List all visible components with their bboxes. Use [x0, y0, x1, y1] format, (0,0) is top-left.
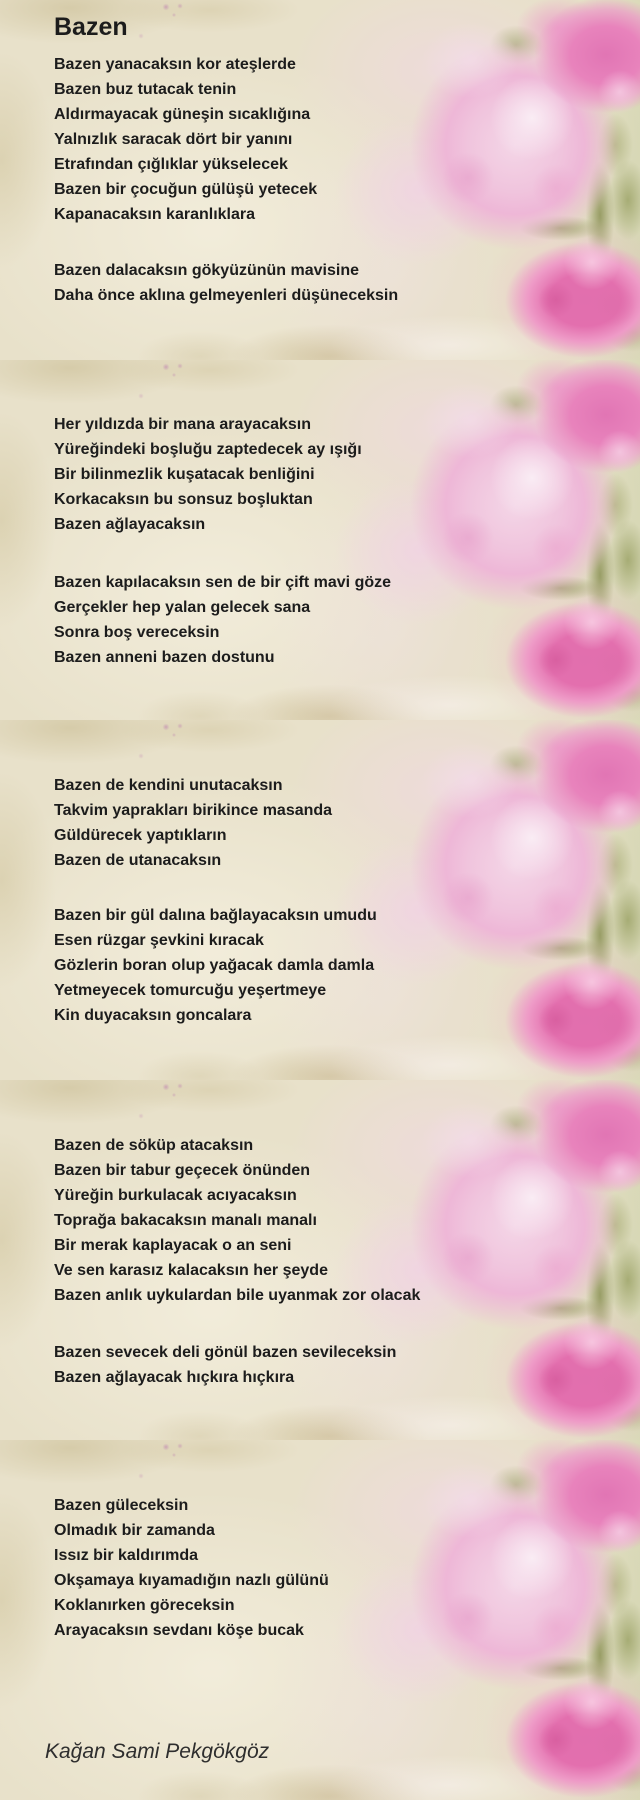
- poem-line: Bazen bir çocuğun gülüşü yetecek: [54, 181, 318, 198]
- poem-line: Koklanırken göreceksin: [54, 1597, 235, 1614]
- poem-line: Esen rüzgar şevkini kıracak: [54, 932, 264, 949]
- poem-line: Yalnızlık saracak dört bir yanını: [54, 131, 293, 148]
- stanza: [54, 258, 614, 308]
- stanza: [54, 412, 614, 537]
- poem-line: Daha önce aklına gelmeyenleri düşüneceksin: [54, 287, 399, 304]
- poem-line: Etrafından çığlıklar yükselecek: [54, 156, 288, 173]
- poem-line: Bazen bir gül dalına bağlayacaksın umudu: [54, 907, 377, 924]
- stanza: [54, 903, 614, 1028]
- poem-line: Kapanacaksın karanlıklara: [54, 206, 256, 223]
- poem-line: Gerçekler hep yalan gelecek sana: [54, 599, 311, 616]
- poem-line: Aldırmayacak güneşin sıcaklığına: [54, 106, 311, 123]
- poem-line: Bir merak kaplayacak o an seni: [54, 1237, 292, 1254]
- stanza: [54, 1340, 614, 1390]
- poem-line: Bir bilinmezlik kuşatacak benliğini: [54, 466, 315, 483]
- poem-line: Bazen de kendini unutacaksın: [54, 777, 283, 794]
- poem-line: Okşamaya kıyamadığın nazlı gülünü: [54, 1572, 329, 1589]
- poem-line: Ve sen karasız kalacaksın her şeyde: [54, 1262, 328, 1279]
- poem-line: Bazen ağlayacaksın: [54, 516, 206, 533]
- poem-line: Bazen ağlayacak hıçkıra hıçkıra: [54, 1369, 295, 1386]
- poem-line: Her yıldızda bir mana arayacaksın: [54, 416, 312, 433]
- poem-line: Olmadık bir zamanda: [54, 1522, 215, 1539]
- poem-line: Korkacaksın bu sonsuz boşluktan: [54, 491, 313, 508]
- poem-line: Gözlerin boran olup yağacak damla damla: [54, 957, 375, 974]
- poem-line: Bazen güleceksin: [54, 1497, 189, 1514]
- stanza: [54, 52, 614, 227]
- stanza: [54, 1133, 614, 1308]
- poem-line: Yetmeyecek tomurcuğu yeşertmeye: [54, 982, 327, 999]
- poem-line: Bazen kapılacaksın sen de bir çift mavi göze: [54, 574, 392, 591]
- poem-line: Bazen sevecek deli gönül bazen sevileceksin: [54, 1344, 397, 1361]
- poem-line: Bazen bir tabur geçecek önünden: [54, 1162, 311, 1179]
- stanza: [54, 570, 614, 670]
- poem-line: Takvim yaprakları birikince masanda: [54, 802, 333, 819]
- poem-line: Güldürecek yaptıkların: [54, 827, 227, 844]
- poem-line: Issız bir kaldırımda: [54, 1547, 199, 1564]
- poem-line: Kin duyacaksın goncalara: [54, 1007, 252, 1024]
- poem-title: Bazen: [54, 13, 128, 41]
- poem-line: Toprağa bakacaksın manalı manalı: [54, 1212, 317, 1229]
- stanza: [54, 773, 614, 873]
- poem-line: Bazen buz tutacak tenin: [54, 81, 237, 98]
- poem-line: Bazen dalacaksın gökyüzünün mavisine: [54, 262, 359, 279]
- stanza: [54, 1493, 614, 1643]
- poem-line: Bazen yanacaksın kor ateşlerde: [54, 56, 296, 73]
- poem-line: Bazen de söküp atacaksın: [54, 1137, 254, 1154]
- poem-line: Bazen de utanacaksın: [54, 852, 222, 869]
- poem-author: Kağan Sami Pekgökgöz: [45, 1740, 270, 1763]
- poem-line: Bazen anlık uykulardan bile uyanmak zor olacak: [54, 1287, 421, 1304]
- poem-line: Yüreğindeki boşluğu zaptedecek ay ışığı: [54, 441, 362, 458]
- poem-line: Yüreğin burkulacak acıyacaksın: [54, 1187, 297, 1204]
- poem-line: Bazen anneni bazen dostunu: [54, 649, 275, 666]
- poem-line: Arayacaksın sevdanı köşe bucak: [54, 1622, 304, 1639]
- poem-line: Sonra boş vereceksin: [54, 624, 220, 641]
